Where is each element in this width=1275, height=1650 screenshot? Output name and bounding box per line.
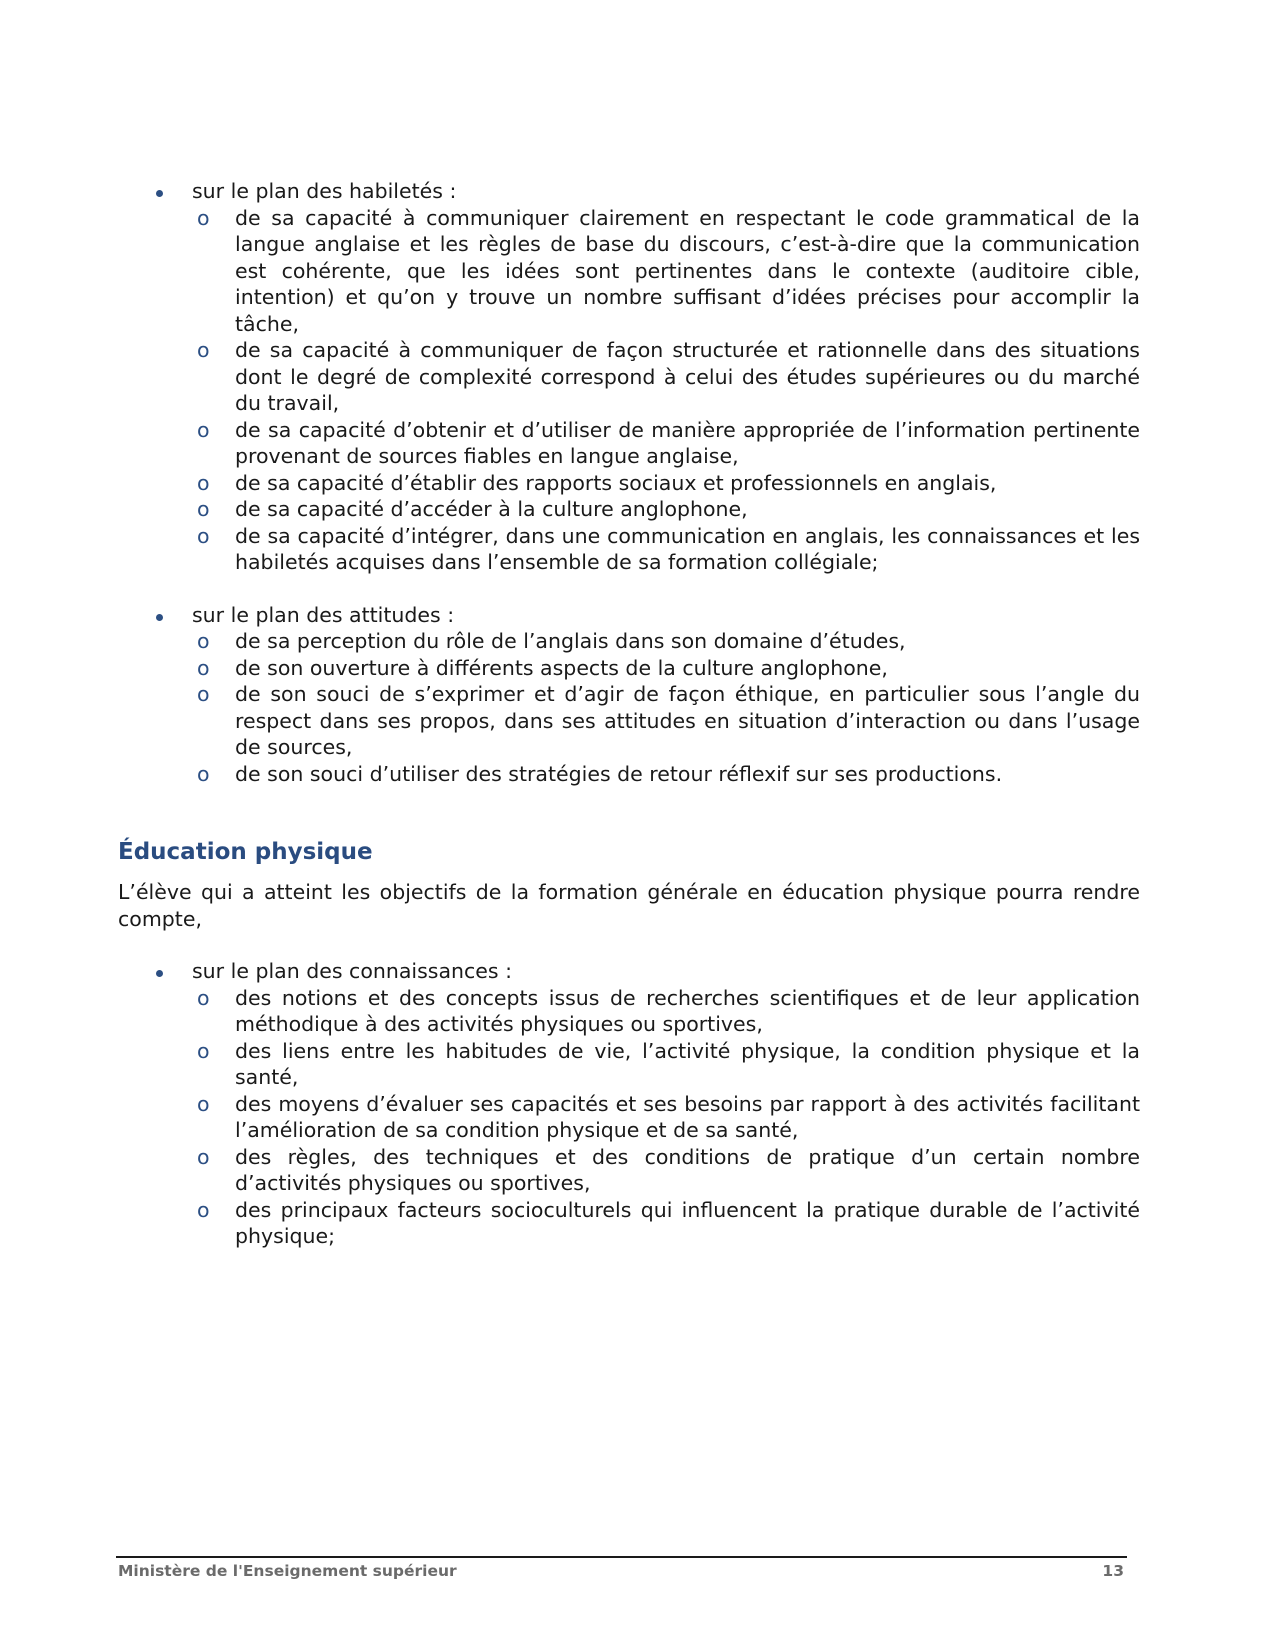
section-heading: Éducation physique xyxy=(118,839,373,865)
sublist-habiletes xyxy=(192,205,1140,576)
sublist-item: o de sa capacité d’accéder à la culture anglophone, xyxy=(197,497,748,521)
page-number: 13 xyxy=(1102,1562,1124,1580)
list-item-connaissances xyxy=(118,958,1140,1250)
circle-bullet-icon: o xyxy=(197,523,210,548)
sublist-connaissances xyxy=(192,985,1140,1250)
page-footer xyxy=(118,1562,1124,1580)
circle-bullet-icon: o xyxy=(197,497,210,521)
page-content xyxy=(118,178,1140,1250)
sublist-item: o des moyens d’évaluer ses capacités et ses besoins par rapport à des activités facilitant l’amélioration de sa condition physique et de sa santé, xyxy=(197,1091,1140,1142)
sublist-item: o de sa capacité à communiquer clairement en respectant le code grammatical de la langue anglaise et les règles de base du discours, c’est-à-dire que la communication est cohérente, que les idées sont pertinentes dans le contexte (auditoire cible, intention) et qu’on y trouve un nombre suffisant d’idées précises pour accomplir la tâche, xyxy=(197,205,1140,336)
sublist-item: o des notions et des concepts issus de recherches scientifiques et de leur application méthodique à des activités physiques ou sportives, xyxy=(197,985,1140,1036)
sublist-item: o de sa perception du rôle de l’anglais dans son domaine d’études, xyxy=(197,629,906,653)
circle-bullet-icon: o xyxy=(197,629,210,653)
section-intro: L’élève qui a atteint les objectifs de la formation générale en éducation physique pourra rendre compte, xyxy=(118,880,1140,931)
sublist-attitudes xyxy=(192,628,1140,787)
sublist-item: o de son ouverture à différents aspects de la culture anglophone, xyxy=(197,655,888,680)
sublist-item: o de sa capacité d’obtenir et d’utiliser de manière appropriée de l’information pertinente provenant de sources fiables en langue anglaise, xyxy=(197,417,1140,468)
sublist-item: o des règles, des techniques et des conditions de pratique d’un certain nombre d’activités physiques ou sportives, xyxy=(197,1144,1140,1195)
list-item-title: sur le plan des attitudes : xyxy=(192,602,455,627)
circle-bullet-icon: o xyxy=(197,985,210,1010)
bullet-icon xyxy=(156,190,163,197)
sublist-item: o de son souci d’utiliser des stratégies de retour réflexif sur ses productions. xyxy=(197,761,1003,786)
objectives-list-anglais xyxy=(118,178,1140,787)
circle-bullet-icon: o xyxy=(197,470,210,495)
bullet-icon xyxy=(156,614,163,621)
circle-bullet-icon: o xyxy=(197,1038,210,1063)
sublist-item: o de sa capacité d’intégrer, dans une communication en anglais, les connaissances et les habiletés acquises dans l’ensemble de sa formation collégiale; xyxy=(197,523,1140,574)
circle-bullet-icon: o xyxy=(197,417,210,442)
sublist-item: o des principaux facteurs socioculturels qui influencent la pratique durable de l’activité physique; xyxy=(197,1197,1140,1248)
footer-organization: Ministère de l'Enseignement supérieur xyxy=(118,1562,457,1580)
sublist-item: o des liens entre les habitudes de vie, l’activité physique, la condition physique et la santé, xyxy=(197,1038,1140,1089)
circle-bullet-icon: o xyxy=(197,205,210,230)
circle-bullet-icon: o xyxy=(197,1091,210,1116)
circle-bullet-icon: o xyxy=(197,1144,210,1169)
objectives-list-education-physique xyxy=(118,958,1140,1250)
list-item-habiletes xyxy=(118,178,1140,576)
circle-bullet-icon: o xyxy=(197,1197,210,1222)
bullet-icon xyxy=(156,970,163,977)
circle-bullet-icon: o xyxy=(197,682,210,706)
circle-bullet-icon: o xyxy=(197,655,210,680)
circle-bullet-icon: o xyxy=(197,338,210,362)
list-item-attitudes xyxy=(118,602,1140,788)
sublist-item: o de son souci de s’exprimer et d’agir de façon éthique, en particulier sous l’angle du respect dans ses propos, dans ses attitudes en situation d’interaction ou dans l’usage de sources, xyxy=(197,682,1140,759)
circle-bullet-icon: o xyxy=(197,761,210,786)
sublist-item: o de sa capacité à communiquer de façon structurée et rationnelle dans des situations dont le degré de complexité correspond à celui des études supérieures ou du marché du travail, xyxy=(197,338,1140,415)
footer-divider xyxy=(116,1556,1127,1558)
list-item-title: sur le plan des habiletés : xyxy=(192,179,457,203)
sublist-item: o de sa capacité d’établir des rapports sociaux et professionnels en anglais, xyxy=(197,470,997,495)
list-item-title: sur le plan des connaissances : xyxy=(192,959,513,983)
